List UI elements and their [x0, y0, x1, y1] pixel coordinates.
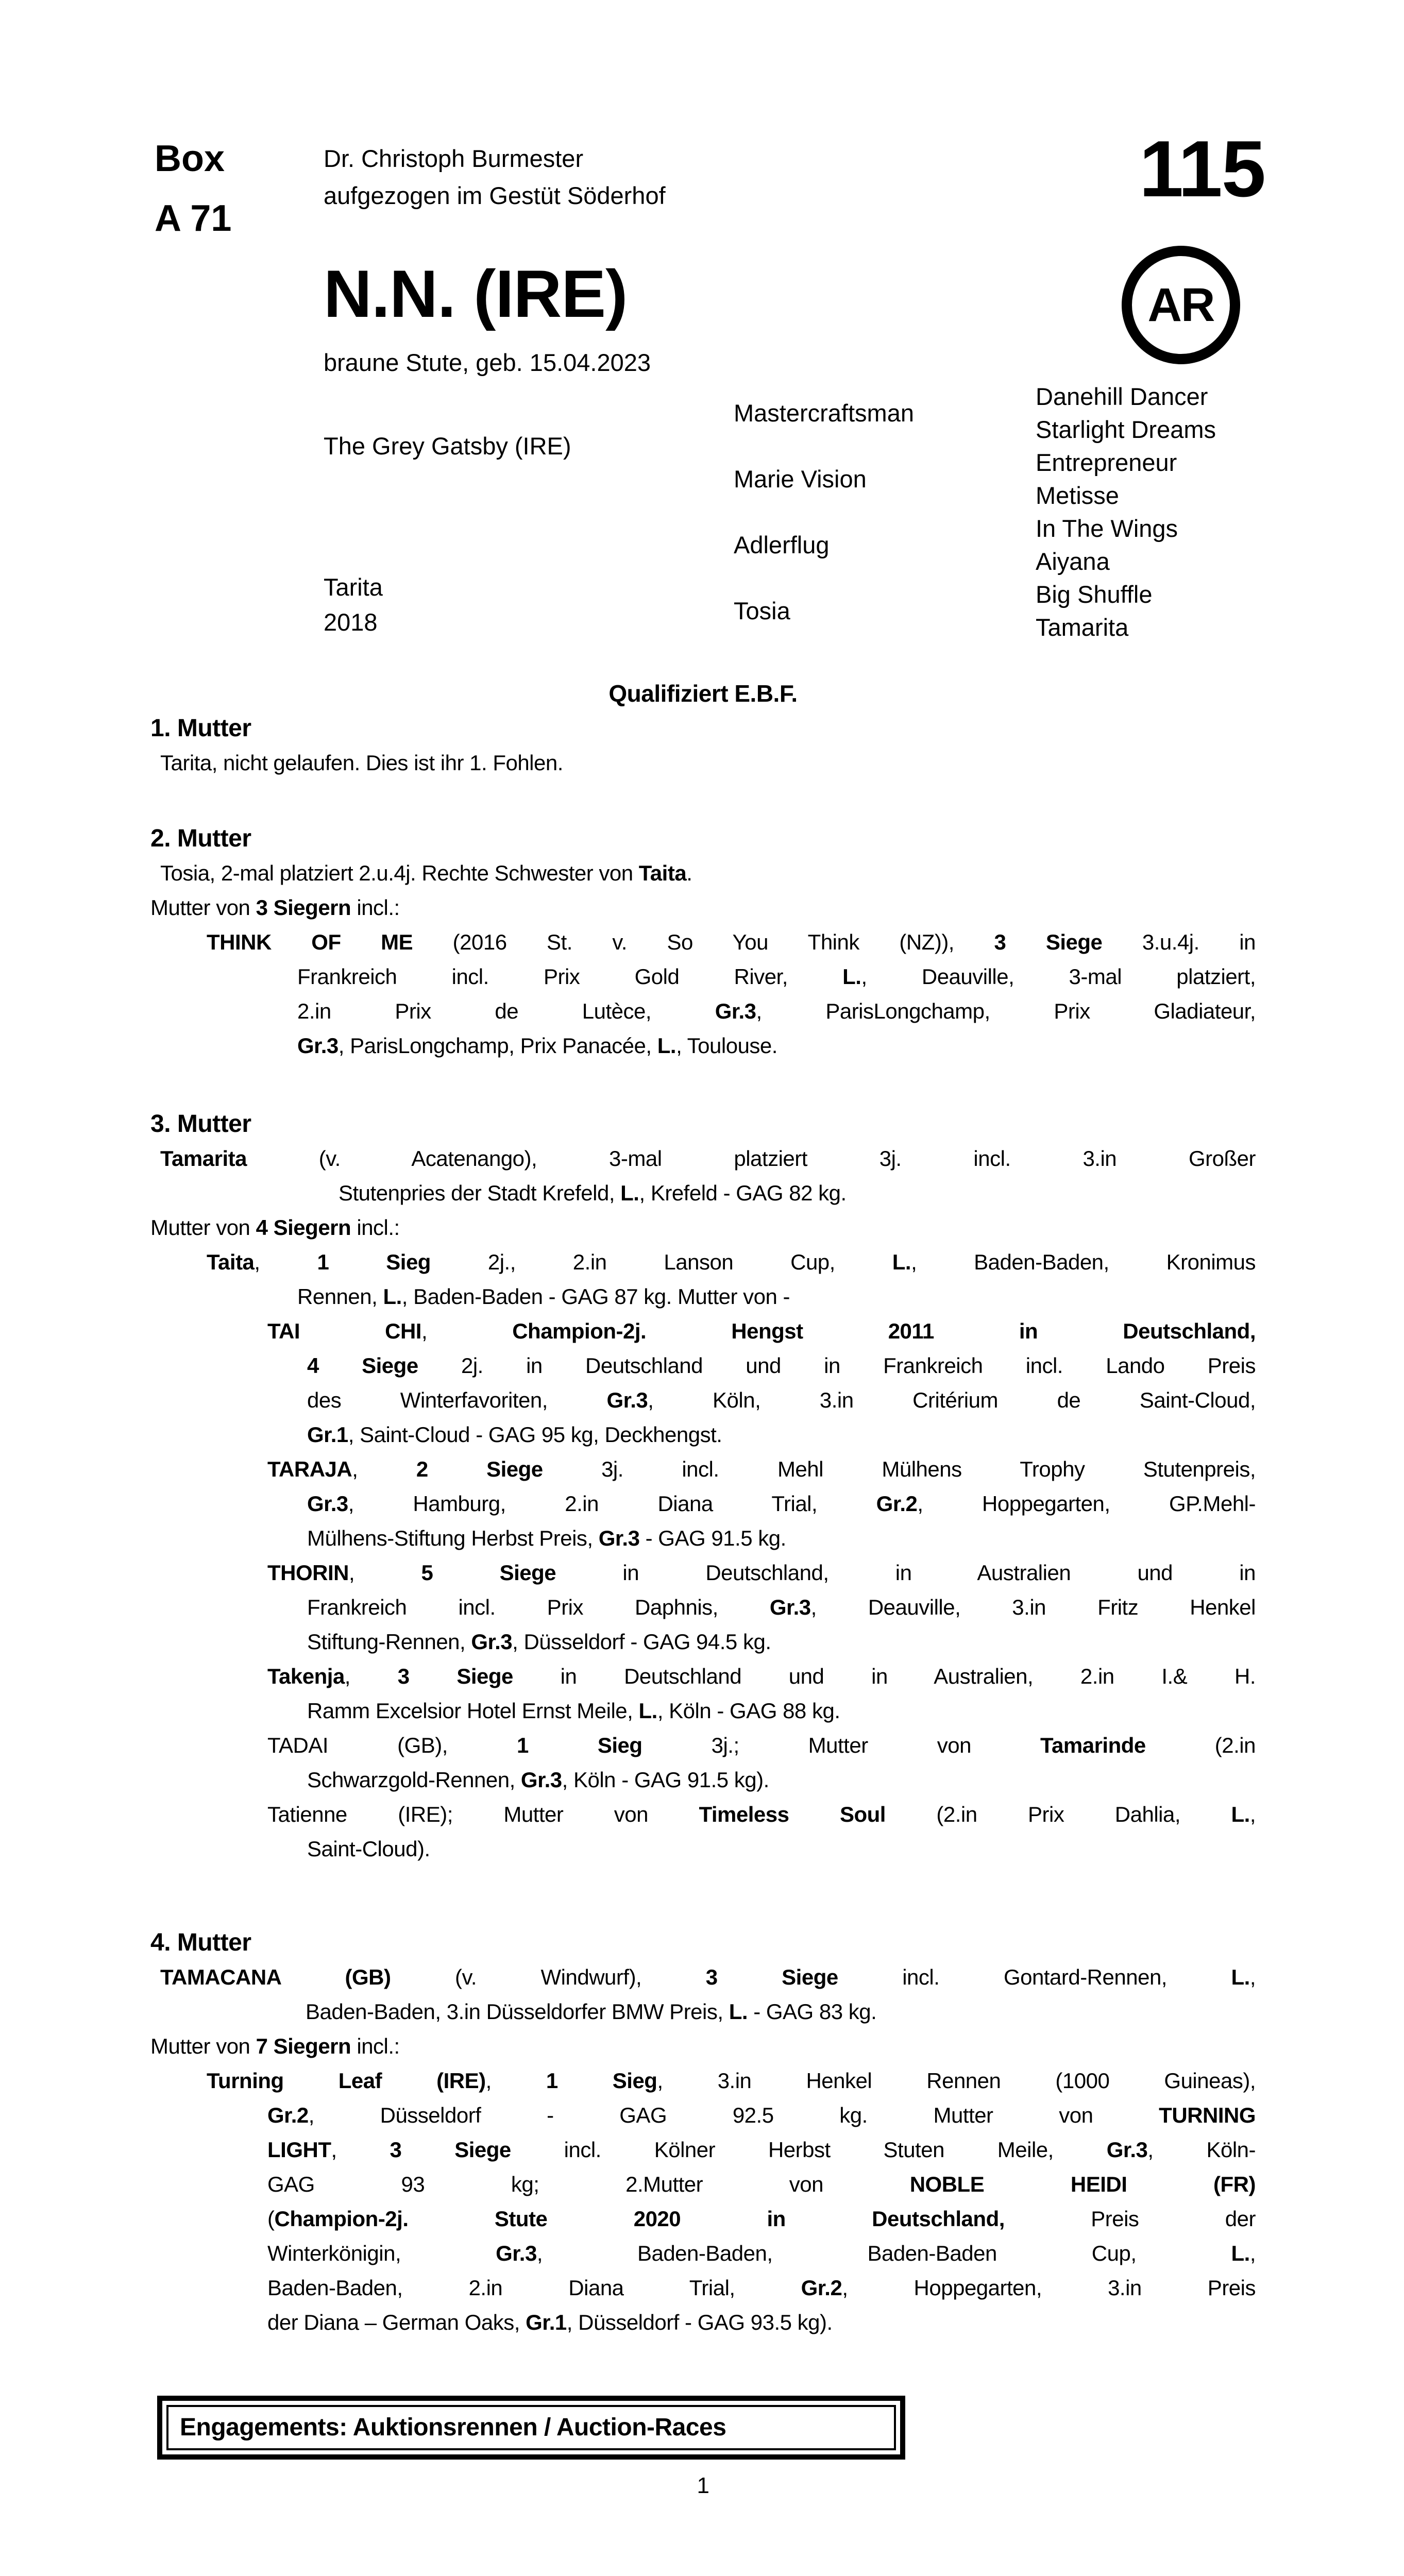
box-number: A 71 — [155, 198, 232, 239]
text-segment: , — [421, 1319, 513, 1343]
catalog-line — [160, 745, 1256, 780]
catalog-line — [207, 1245, 1256, 1279]
box-label — [155, 129, 231, 248]
bold-text-segment: L. — [1231, 2241, 1250, 2265]
catalog-line — [267, 2098, 1256, 2132]
ar-badge-label: AR — [1147, 278, 1214, 331]
catalog-line — [207, 2063, 1256, 2098]
text-segment: , Baden-Baden, Baden-Baden Cup, — [536, 2241, 1231, 2265]
text-segment: , — [331, 2138, 390, 2162]
mutter-sections — [150, 711, 1256, 2340]
catalog-line — [267, 1452, 1256, 1486]
bold-text-segment: L. — [729, 1999, 748, 2024]
catalog-line — [267, 1555, 1256, 1590]
breeder-name: Dr. Christoph Burmester — [324, 145, 584, 172]
catalog-line — [267, 2167, 1256, 2201]
text-segment: , Hoppegarten, GP.Mehl- — [917, 1492, 1256, 1516]
catalog-number: 115 — [1139, 124, 1265, 213]
text-segment: , Köln- — [1147, 2138, 1256, 2162]
bold-text-segment: Gr.2 — [267, 2103, 309, 2127]
pedigree-ggm3: Aiyana — [1036, 548, 1110, 575]
text-segment: Frankreich incl. Prix Gold River, — [297, 964, 843, 989]
catalog-line — [297, 994, 1256, 1028]
text-segment: Mülhens-Stiftung Herbst Preis, — [307, 1526, 599, 1550]
section-heading: 2. Mutter — [150, 825, 251, 852]
catalog-line — [307, 1693, 1256, 1728]
bold-text-segment: Turning Leaf (IRE) — [207, 2069, 486, 2093]
text-segment: , Baden-Baden, Kronimus — [911, 1250, 1256, 1274]
catalog-line — [267, 1659, 1256, 1693]
bold-text-segment: 5 Siege — [421, 1561, 556, 1585]
bold-text-segment: THORIN — [267, 1561, 349, 1585]
pedigree-dam-sire: Adlerflug — [734, 531, 830, 558]
text-segment: TADAI (GB), — [267, 1733, 517, 1757]
text-segment: GAG 93 kg; 2.Mutter von — [267, 2172, 910, 2196]
bold-text-segment: L. — [638, 1699, 657, 1723]
bold-text-segment: Tamarinde — [1040, 1733, 1146, 1757]
bold-text-segment: Gr.3 — [606, 1388, 648, 1412]
pedigree-dam-name: Tarita — [324, 573, 383, 601]
text-segment: Rennen, — [297, 1284, 383, 1309]
text-segment: (2.in — [1145, 1733, 1256, 1757]
section-gap — [150, 1063, 1256, 1107]
bold-text-segment: 3 Siegern — [256, 895, 351, 920]
bold-text-segment: Taita — [207, 1250, 255, 1274]
box-label-word: Box — [155, 138, 225, 179]
text-segment: in Deutschland und in Australien, 2.in I.& H. — [513, 1664, 1256, 1688]
bold-text-segment: L. — [620, 1181, 639, 1205]
text-segment: , Düsseldorf - GAG 93.5 kg). — [566, 2310, 833, 2334]
text-segment: incl.: — [351, 2034, 400, 2058]
bold-text-segment: Gr.3 — [1106, 2138, 1148, 2162]
bold-text-segment: L. — [1231, 1802, 1250, 1826]
text-segment: Winterkönigin, — [267, 2241, 496, 2265]
text-segment: , Deauville, 3.in Fritz Henkel — [810, 1595, 1256, 1619]
bold-text-segment: 1 Sieg — [546, 2069, 657, 2093]
catalog-line — [160, 1960, 1256, 1994]
catalog-line — [339, 1176, 1256, 1210]
bold-text-segment: Gr.1 — [307, 1422, 348, 1447]
text-segment: , Düsseldorf - GAG 94.5 kg. — [512, 1630, 771, 1654]
bold-text-segment: Gr.3 — [471, 1630, 513, 1654]
bold-text-segment: 3 Siege — [994, 930, 1103, 954]
catalog-line — [307, 1521, 1256, 1555]
text-segment: - GAG 83 kg. — [748, 1999, 877, 2024]
text-segment: incl.: — [351, 895, 400, 920]
text-segment: , — [1249, 1965, 1256, 1989]
section-heading: 1. Mutter — [150, 715, 251, 742]
pedigree-gggm: Starlight Dreams — [1036, 416, 1216, 443]
bold-text-segment: L. — [892, 1250, 911, 1274]
bold-text-segment: L. — [1231, 1965, 1250, 1989]
text-segment: - GAG 91.5 kg. — [639, 1526, 786, 1550]
text-segment: , 3.in Henkel Rennen (1000 Guineas), — [657, 2069, 1256, 2093]
bold-text-segment: Champion-2j. Hengst 2011 in Deutschland, — [512, 1319, 1256, 1343]
bold-text-segment: 1 Sieg — [516, 1733, 642, 1757]
raised-at: aufgezogen im Gestüt Söderhof — [324, 182, 666, 209]
text-segment: , Deauville, 3-mal platziert, — [861, 964, 1256, 989]
catalog-line — [267, 1728, 1256, 1762]
bold-text-segment: TAMACANA (GB) — [160, 1965, 391, 1989]
bold-text-segment: Gr.3 — [520, 1768, 562, 1792]
text-segment: , Toulouse. — [676, 1033, 777, 1058]
catalog-line — [160, 1141, 1256, 1176]
catalog-line — [267, 2236, 1256, 2270]
text-segment: 2j. in Deutschland und in Frankreich incl. Lando Preis — [418, 1353, 1256, 1378]
catalog-line — [207, 925, 1256, 959]
catalog-line — [267, 1797, 1256, 1832]
text-segment: , — [254, 1250, 317, 1274]
text-segment: incl.: — [351, 1215, 400, 1240]
text-segment: 3.u.4j. in — [1102, 930, 1256, 954]
bold-text-segment: NOBLE HEIDI (FR) — [909, 2172, 1256, 2196]
text-segment: , Saint-Cloud - GAG 95 kg, Deckhengst. — [348, 1422, 722, 1447]
text-segment: 2j., 2.in Lanson Cup, — [430, 1250, 892, 1274]
text-segment: Tatienne (IRE); Mutter von — [267, 1802, 699, 1826]
text-segment: 2.in Prix de Lutèce, — [297, 999, 715, 1023]
text-segment: , Hamburg, 2.in Diana Trial, — [348, 1492, 876, 1516]
text-segment: Tosia, 2-mal platziert 2.u.4j. Rechte Schwester von — [160, 861, 639, 885]
engagements-box — [157, 2396, 905, 2460]
text-segment: Baden-Baden, 2.in Diana Trial, — [267, 2276, 801, 2300]
bold-text-segment: Gr.2 — [876, 1492, 918, 1516]
text-segment: ( — [267, 2207, 275, 2231]
bold-text-segment: L. — [657, 1033, 676, 1058]
section-gap — [150, 780, 1256, 821]
text-segment: (2016 St. v. So You Think (NZ)), — [413, 930, 994, 954]
catalog-line — [307, 1590, 1256, 1624]
catalog-line — [267, 2305, 1256, 2340]
catalog-line — [267, 2201, 1256, 2236]
bold-text-segment: 7 Siegern — [256, 2034, 351, 2058]
text-segment: , Baden-Baden - GAG 87 kg. Mutter von - — [401, 1284, 790, 1309]
bold-text-segment: Timeless Soul — [699, 1802, 886, 1826]
text-segment: , — [1249, 1802, 1256, 1826]
section-gap — [150, 1866, 1256, 1925]
bold-text-segment: 3 Siege — [705, 1965, 838, 1989]
text-segment: , ParisLongchamp, Prix Gladiateur, — [756, 999, 1256, 1023]
bold-text-segment: 1 Sieg — [317, 1250, 431, 1274]
bold-text-segment: 2 Siege — [416, 1457, 543, 1481]
pedigree-sire-name: The Grey Gatsby (IRE) — [324, 432, 571, 460]
catalog-line — [150, 2029, 1256, 2063]
bold-text-segment: Gr.3 — [496, 2241, 537, 2265]
catalog-line — [307, 1624, 1256, 1659]
bold-text-segment: Gr.3 — [715, 999, 756, 1023]
pedigree-ggm2: Metisse — [1036, 482, 1119, 509]
catalog-line — [267, 2270, 1256, 2305]
bold-text-segment: THINK OF ME — [207, 930, 413, 954]
text-segment: , Köln, 3.in Critérium de Saint-Cloud, — [648, 1388, 1256, 1412]
text-segment: Stiftung-Rennen, — [307, 1630, 471, 1654]
text-segment: 3j. incl. Mehl Mülhens Trophy Stutenpreis, — [543, 1457, 1256, 1481]
bold-text-segment: Gr.3 — [297, 1033, 339, 1058]
text-segment: incl. Gontard-Rennen, — [838, 1965, 1231, 1989]
horse-name: N.N. (IRE) — [324, 256, 628, 331]
bold-text-segment: TAI CHI — [267, 1319, 421, 1343]
text-segment: . — [686, 861, 692, 885]
pedigree-sire-dam: Marie Vision — [734, 465, 867, 493]
bold-text-segment: TURNING — [1159, 2103, 1256, 2127]
text-segment: incl. Kölner Herbst Stuten Meile, — [511, 2138, 1107, 2162]
catalog-line — [150, 1210, 1256, 1245]
bold-text-segment: L. — [383, 1284, 402, 1309]
bold-text-segment: 4 Siegern — [256, 1215, 351, 1240]
text-segment: Schwarzgold-Rennen, — [307, 1768, 521, 1792]
catalog-line — [307, 1383, 1256, 1417]
catalog-line — [297, 1279, 1256, 1314]
bold-text-segment: Gr.2 — [801, 2276, 842, 2300]
pedigree-ggm4: Tamarita — [1036, 614, 1129, 641]
breeder-block — [324, 140, 666, 214]
pedigree-gggf: Danehill Dancer — [1036, 383, 1208, 410]
text-segment: der Diana – German Oaks, — [267, 2310, 526, 2334]
catalog-line — [267, 1314, 1256, 1348]
text-segment: Mutter von — [150, 2034, 256, 2058]
text-segment: , ParisLongchamp, Prix Panacée, — [338, 1033, 657, 1058]
page-number: 1 — [697, 2473, 709, 2498]
birth-info: braune Stute, geb. 15.04.2023 — [324, 349, 651, 376]
engagements-inner-frame — [166, 2405, 896, 2450]
qualification-line: Qualifiziert E.B.F. — [608, 680, 798, 707]
text-segment: , — [1249, 2241, 1256, 2265]
section-heading: 4. Mutter — [150, 1929, 251, 1956]
text-segment: Ramm Excelsior Hotel Ernst Meile, — [307, 1699, 639, 1723]
text-segment: Preis der — [1004, 2207, 1256, 2231]
pedigree-ggf4: Big Shuffle — [1036, 581, 1153, 608]
text-segment: , Köln - GAG 88 kg. — [657, 1699, 840, 1723]
catalog-text — [150, 676, 1256, 2499]
bold-text-segment: L. — [842, 964, 861, 989]
text-segment: , Düsseldorf - GAG 92.5 kg. Mutter von — [308, 2103, 1159, 2127]
text-segment: 3j.; Mutter von — [642, 1733, 1040, 1757]
text-segment: (v. Acatenango), 3-mal platziert 3j. incl. 3.in Großer — [246, 1146, 1256, 1171]
engagements-label: Engagements: Auktionsrennen / Auction-Races — [180, 2414, 726, 2441]
pedigree-sire-sire: Mastercraftsman — [734, 399, 914, 427]
catalog-line — [307, 1348, 1256, 1383]
text-segment: , — [344, 1664, 398, 1688]
bold-text-segment: Gr.3 — [769, 1595, 811, 1619]
bold-text-segment: 4 Siege — [307, 1353, 418, 1378]
text-segment: , — [352, 1457, 416, 1481]
bold-text-segment: TARAJA — [267, 1457, 352, 1481]
text-segment: (v. Windwurf), — [391, 1965, 706, 1989]
catalog-line — [306, 1994, 1256, 2029]
bold-text-segment: Gr.1 — [526, 2310, 567, 2334]
bold-text-segment: LIGHT — [267, 2138, 331, 2162]
catalog-line — [307, 1832, 1256, 1866]
bold-text-segment: Taita — [638, 861, 687, 885]
text-segment: , Köln - GAG 91.5 kg). — [562, 1768, 769, 1792]
text-segment: Mutter von — [150, 895, 256, 920]
ar-badge — [1122, 246, 1240, 364]
text-segment: Saint-Cloud). — [307, 1837, 430, 1861]
catalog-line — [297, 959, 1256, 994]
bold-text-segment: 3 Siege — [390, 2138, 511, 2162]
bold-text-segment: 3 Siege — [397, 1664, 513, 1688]
pedigree-ggf3: In The Wings — [1036, 515, 1178, 542]
text-segment: des Winterfavoriten, — [307, 1388, 607, 1412]
pedigree-dam-year: 2018 — [324, 608, 378, 636]
text-segment: Stutenpries der Stadt Krefeld, — [339, 1181, 621, 1205]
text-segment: Mutter von — [150, 1215, 256, 1240]
pedigree-ggf2: Entrepreneur — [1036, 449, 1177, 476]
text-segment: in Deutschland, in Australien und in — [556, 1561, 1256, 1585]
text-segment: (2.in Prix Dahlia, — [885, 1802, 1231, 1826]
catalog-line — [297, 1028, 1256, 1063]
text-segment: , — [485, 2069, 546, 2093]
catalog-line — [307, 1762, 1256, 1797]
catalog-line — [307, 1486, 1256, 1521]
section-heading: 3. Mutter — [150, 1110, 251, 1138]
text-segment: Baden-Baden, 3.in Düsseldorfer BMW Preis, — [306, 1999, 729, 2024]
text-segment: , — [349, 1561, 421, 1585]
text-segment: Tarita, nicht gelaufen. Dies ist ihr 1. Fohlen. — [160, 751, 563, 775]
bold-text-segment: Champion-2j. Stute 2020 in Deutschland, — [274, 2207, 1005, 2231]
text-segment: , Hoppegarten, 3.in Preis — [842, 2276, 1256, 2300]
bold-text-segment: Takenja — [267, 1664, 345, 1688]
catalog-line — [307, 1417, 1256, 1452]
bold-text-segment: Tamarita — [160, 1146, 247, 1171]
text-segment: , Krefeld - GAG 82 kg. — [639, 1181, 847, 1205]
catalog-line — [267, 2132, 1256, 2167]
catalog-line — [160, 856, 1256, 890]
bold-text-segment: Gr.3 — [307, 1492, 348, 1516]
text-segment: Frankreich incl. Prix Daphnis, — [307, 1595, 770, 1619]
catalog-line — [150, 890, 1256, 925]
bold-text-segment: Gr.3 — [598, 1526, 640, 1550]
pedigree-dam-dam: Tosia — [734, 597, 790, 624]
